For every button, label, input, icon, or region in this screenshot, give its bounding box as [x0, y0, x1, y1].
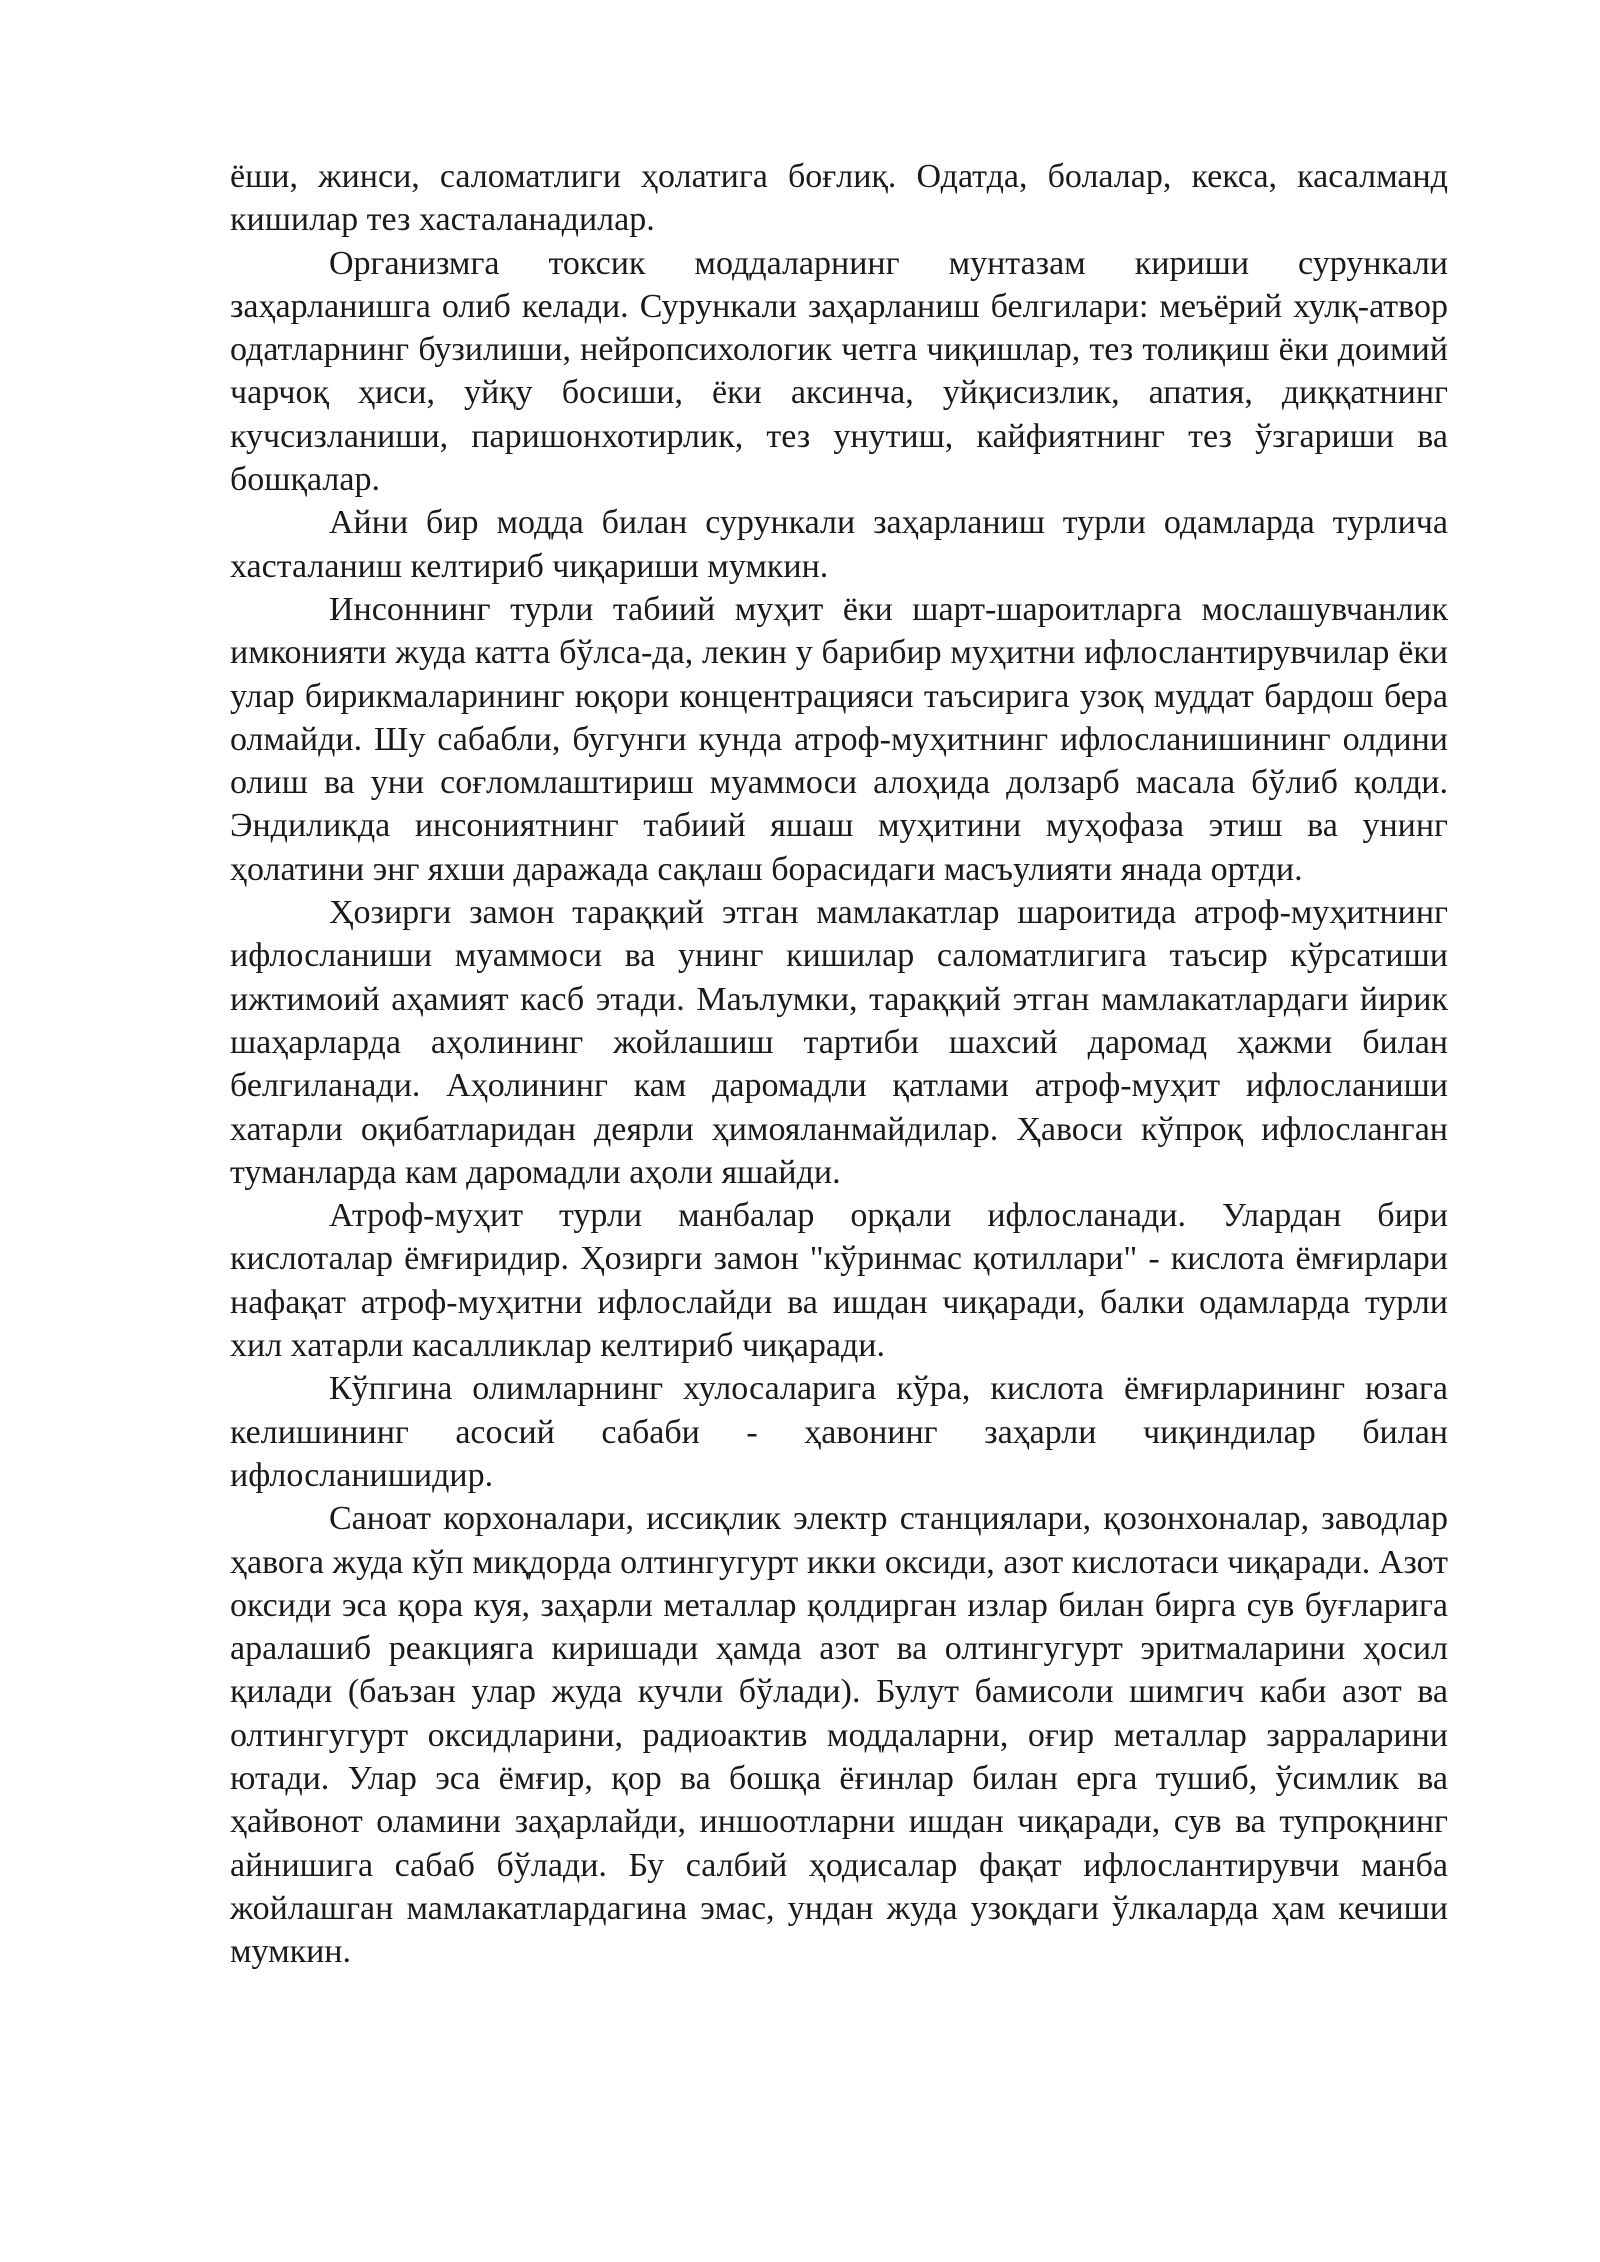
- paragraph-8: Саноат корхоналари, иссиқлик электр станциялари, қозонхоналар, заводлар ҳавога жуда кўп миқдорда олтингугурт икки оксиди, азот кислотаси чиқаради. Азот оксиди эса қора куя, заҳарли металлар қолдирган излар билан бирга сув буғларига аралашиб реакцияга киришади ҳамда азот ва олтингугурт эритмаларини ҳосил қилади (баъзан улар жуда кучли бўлади). Булут бамисоли шимгич каби азот ва олтингугурт оксидларини, радиоактив моддаларни, оғир металлар зарраларини ютади. Улар эса ёмғир, қор ва бошқа ёғинлар билан ерга тушиб, ўсимлик ва ҳайвонот оламини заҳарлайди, иншоотларни ишдан чиқаради, сув ва тупроқнинг айнишига сабаб бўлади. Бу салбий ҳодисалар фақат ифлослантирувчи манба жойлашган мамлакатлардагина эмас, ундан жуда узоқдаги ўлкаларда ҳам кечиши мумкин.: [230, 1500, 1448, 1971]
- paragraph-7: Кўпгина олимларнинг хулосаларига кўра, кислота ёмғирларининг юзага келишининг асосий сабаби - ҳавонинг заҳарли чиқиндилар билан ифлосланишидир.: [230, 1370, 1448, 1494]
- paragraph-2: Организмга токсик моддаларнинг мунтазам кириши сурункали заҳарланишга олиб келади. Сурункали заҳарланиш белгилари: меъёрий хулқ-атвор одатларнинг бузилиши, нейропсихологик четга чиқишлар, тез толиқиш ёки доимий чарчоқ ҳиси, уйқу босиши, ёки аксинча, уйқисизлик, апатия, диққатнинг кучсизланиши, паришонхотирлик, тез унутиш, кайфиятнинг тез ўзгариши ва бошқалар.: [230, 244, 1448, 499]
- paragraph-5: Ҳозирги замон тараққий этган мамлакатлар шароитида атроф-муҳитнинг ифлосланиши муаммоси ва унинг кишилар саломатлигига таъсир кўрсатиши ижтимоий аҳамият касб этади. Маълумки, тараққий этган мамлакатлардаги йирик шаҳарларда аҳолининг жойлашиш тартиби шахсий даромад ҳажми билан белгиланади. Аҳолининг кам даромадли қатлами атроф-муҳит ифлосланиши хатарли оқибатларидан деярли ҳимояланмайдилар. Ҳавоси кўпроқ ифлосланган туманларда кам даромадли аҳоли яшайди.: [230, 894, 1448, 1191]
- paragraph-1: ёши, жинси, саломатлиги ҳолатига боғлиқ. Одатда, болалар, кекса, касалманд кишилар тез хасталанадилар.: [230, 158, 1448, 239]
- body-text: [230, 155, 1448, 1973]
- paragraph-6: Атроф-муҳит турли манбалар орқали ифлосланади. Улардан бири кислоталар ёмғиридир. Ҳозирги замон "кўринмас қотиллари" - кислота ёмғирлари нафақат атроф-муҳитни ифлослайди ва ишдан чиқаради, балки одамларда турли хил хатарли касалликлар келтириб чиқаради.: [230, 1197, 1448, 1365]
- paragraph-3: Айни бир модда билан сурункали заҳарланиш турли одамларда турлича хасталаниш келтириб чиқариши мумкин.: [230, 504, 1448, 585]
- paragraph-4: Инсоннинг турли табиий муҳит ёки шарт-шароитларга мослашувчанлик имконияти жуда катта бўлса-да, лекин у барибир муҳитни ифлослантирувчилар ёки улар бирикмаларининг юқори концентрацияси таъсирига узоқ муддат бардош бера олмайди. Шу сабабли, бугунги кунда атроф-муҳитнинг ифлосланишининг олдини олиш ва уни соғломлаштириш муаммоси алоҳида долзарб масала бўлиб қолди. Эндиликда инсониятнинг табиий яшаш муҳитини муҳофаза этиш ва унинг ҳолатини энг яхши даражада сақлаш борасидаги масъулияти янада ортди.: [230, 590, 1448, 888]
